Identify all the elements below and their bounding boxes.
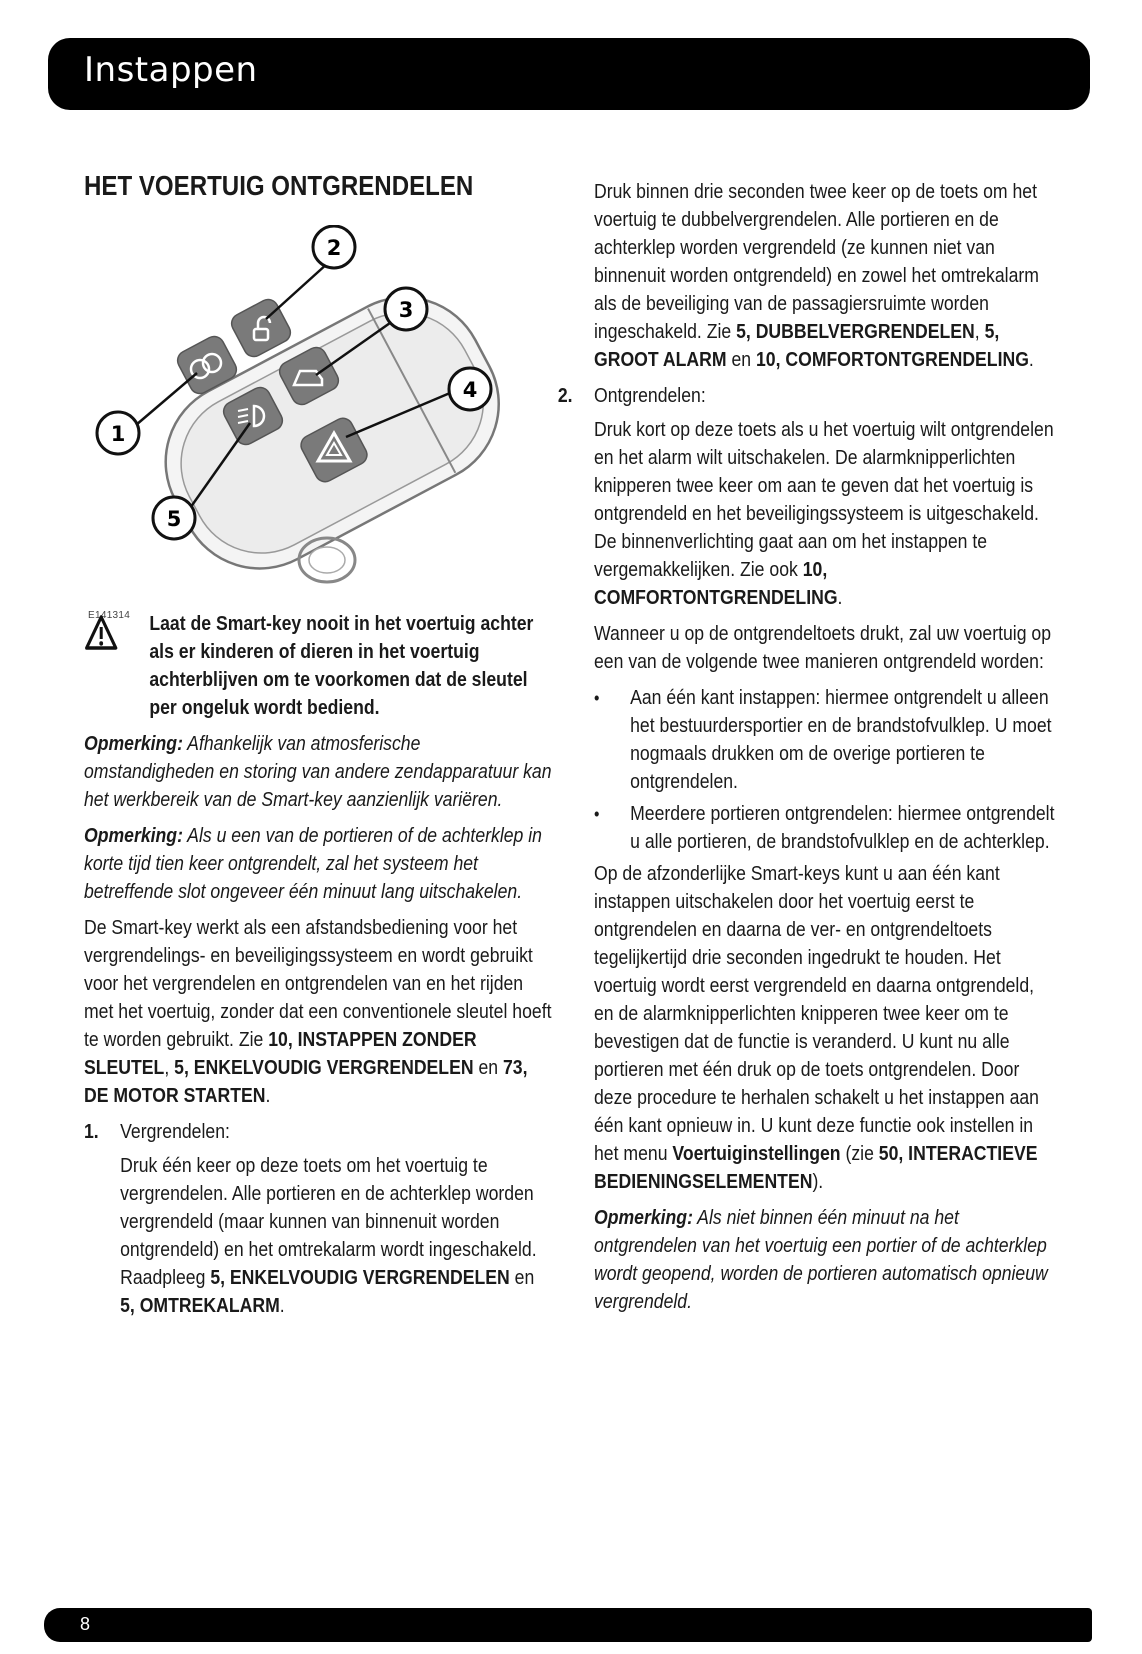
text: De Smart-key werkt als een afstandsbediening voor het vergrendelings- en beveiligingssysteem en wordt gebruikt voor het vergrendelen en ontgrendelen van en het rijden met het voertuig, zonder dat een conventionele sleutel hoeft te worden gebruikt. Zie	[84, 916, 552, 1051]
reference-link[interactable]: 10, COMFORTONTGRENDELING	[755, 348, 1029, 371]
reference-link[interactable]: 10, INSTAPPEN ZONDER SLEUTEL	[84, 1028, 477, 1079]
svg-text:3: 3	[398, 298, 414, 322]
lock-description	[84, 1152, 553, 1320]
list-item	[594, 684, 1055, 796]
svg-text:5: 5	[166, 507, 182, 531]
note-text: Als niet binnen één minuut na het ontgrendelen van het voertuig een portier of de achterklep wordt geopend, worden de portieren automatisch opnieuw vergrendeld.	[594, 1206, 1048, 1313]
callout-1	[97, 412, 139, 454]
text: Druk kort op deze toets als u het voertuig wilt ontgrendelen en het alarm wilt uitschakelen. De alarmknipperlichten knipperen twee keer om aan te geven dat het voertuig is ontgrendeld en het beveiligingssysteem is uitgeschakeld. De binnenverlichting gaat aan om het instappen te vergemakkelijken. Zie ook	[594, 418, 1054, 581]
text: (zie	[840, 1142, 879, 1165]
list-item-unlock	[558, 382, 1055, 410]
unlock-description	[594, 416, 1055, 612]
reference-link[interactable]: 50, INTERACTIEVE BEDIENINGSELEMENTEN	[594, 1142, 1038, 1193]
text: Druk binnen drie seconden twee keer op de toets om het voertuig te dubbelvergrendelen. Alle portieren en de achterklep worden vergrendeld (ze kunnen niet van binnenuit worden ontgrendeld) en zowel het omtrekalarm als de beveiliging van de passagiersruimte worden ingeschakeld. Zie	[594, 180, 1039, 343]
callout-2	[313, 226, 355, 268]
note-label: Opmerking:	[84, 732, 183, 755]
text: en	[509, 1266, 535, 1289]
smart-key-paragraph	[84, 914, 553, 1110]
menu-name: Voertuiginstellingen	[672, 1142, 841, 1165]
text: ,	[164, 1056, 175, 1079]
text: ,	[974, 320, 985, 343]
item-label: Vergrendelen:	[120, 1120, 230, 1143]
reference-link[interactable]: 10, COMFORTONTGRENDELING	[594, 558, 838, 609]
reference-link[interactable]: 5, DUBBELVERGRENDELEN	[736, 320, 975, 343]
smart-key-figure	[84, 225, 564, 625]
item-label: Ontgrendelen:	[594, 384, 706, 407]
unlock-modes-intro: Wanneer u op de ontgrendeltoets drukt, zal uw voertuig op een van de volgende twee manieren ontgrendeld worden:	[594, 622, 1052, 673]
single-point-entry-paragraph	[594, 860, 1055, 1196]
item-number: 2.	[557, 384, 573, 407]
bullet-icon: •	[594, 688, 600, 708]
bullet-text: Aan één kant instappen: hiermee ontgrendelt u alleen het bestuurdersportier en de brandstofvulklep. U moet nogmaals drukken om de overige portieren te ontgrendelen.	[630, 686, 1052, 793]
text: ).	[812, 1170, 824, 1193]
reference-link[interactable]: 5, ENKELVOUDIG VERGRENDELEN	[174, 1056, 474, 1079]
text: .	[279, 1294, 285, 1317]
callout-5	[153, 497, 195, 539]
text: .	[837, 586, 843, 609]
list-item	[594, 800, 1055, 856]
callout-4	[449, 368, 491, 410]
note-text: Afhankelijk van atmosferische omstandigheden en storing van andere zendapparatuur kan het werkbereik van de Smart-key aanzienlijk variëren.	[84, 732, 552, 811]
reference-link[interactable]: 5, GROOT ALARM	[594, 320, 1000, 371]
right-column	[557, 178, 1055, 1324]
page-header	[48, 38, 1090, 110]
smart-key-illustration	[84, 225, 564, 625]
text: .	[1028, 348, 1034, 371]
text: en	[473, 1056, 503, 1079]
reference-link[interactable]: 5, ENKELVOUDIG VERGRENDELEN	[210, 1266, 510, 1289]
bullet-icon: •	[594, 804, 600, 824]
text: .	[265, 1084, 271, 1107]
svg-text:4: 4	[462, 378, 478, 402]
page-number: 8	[80, 1614, 91, 1634]
item-number: 1.	[84, 1120, 99, 1143]
warning-text: Laat de Smart-key nooit in het voertuig achter als er kinderen of dieren in het voertuig achterblijven om te voorkomen dat de sleutel per ongeluk wordt bediend.	[149, 612, 534, 719]
list-item-lock	[84, 1118, 553, 1146]
text: en	[726, 348, 756, 371]
note-2	[84, 822, 553, 906]
bullet-text: Meerdere portieren ontgrendelen: hiermee ontgrendelt u alle portieren, de brandstofvulklep en de achterklep.	[630, 802, 1055, 853]
page-footer	[44, 1608, 1092, 1642]
reference-link[interactable]: 73, DE MOTOR STARTEN	[84, 1056, 528, 1107]
warning-block	[84, 610, 553, 722]
figure-id: E141314	[88, 610, 131, 621]
svg-text:1: 1	[110, 422, 126, 446]
reference-link[interactable]: 5, OMTREKALARM	[120, 1294, 280, 1317]
note-label: Opmerking:	[84, 824, 183, 847]
left-column-body	[84, 610, 554, 1328]
text: Druk één keer op deze toets om het voertuig te vergrendelen. Alle portieren en de achterklep worden vergrendeld (maar kunnen van binnenuit worden ontgrendeld) en het omtrekalarm wordt ingeschakeld. Raadpleeg	[120, 1154, 537, 1289]
page-title: Instappen	[84, 50, 258, 90]
callout-3	[385, 288, 427, 330]
text: Op de afzonderlijke Smart-keys kunt u aan één kant instappen uitschakelen door het voertuig eerst te ontgrendelen en daarna de ver- en ontgrendeltoets tegelijkertijd drie seconden ingedrukt te houden. Het voertuig wordt eerst vergrendeld en daarna ontgrendeld, en de alarmknipperlichten knipperen twee keer om te bevestigen dat de functie is veranderd. U kunt nu alle portieren met één druk op de toets ontgrendelen. Door deze procedure te herhalen schakelt u het instappen aan één kant opnieuw in. U kunt deze functie ook instellen in het menu	[594, 862, 1039, 1165]
left-column	[84, 170, 554, 202]
note-text: Als u een van de portieren of de achterklep in korte tijd tien keer ontgrendelt, zal het systeem het betreffende slot ongeveer één minuut lang uitschakelen.	[84, 824, 542, 903]
note-3	[594, 1204, 1055, 1316]
section-heading: HET VOERTUIG ONTGRENDELEN	[84, 170, 474, 201]
svg-text:2: 2	[326, 236, 342, 260]
warning-icon	[84, 614, 118, 652]
note-label: Opmerking:	[594, 1206, 693, 1229]
note-1	[84, 730, 553, 814]
double-lock-paragraph	[594, 178, 1055, 374]
